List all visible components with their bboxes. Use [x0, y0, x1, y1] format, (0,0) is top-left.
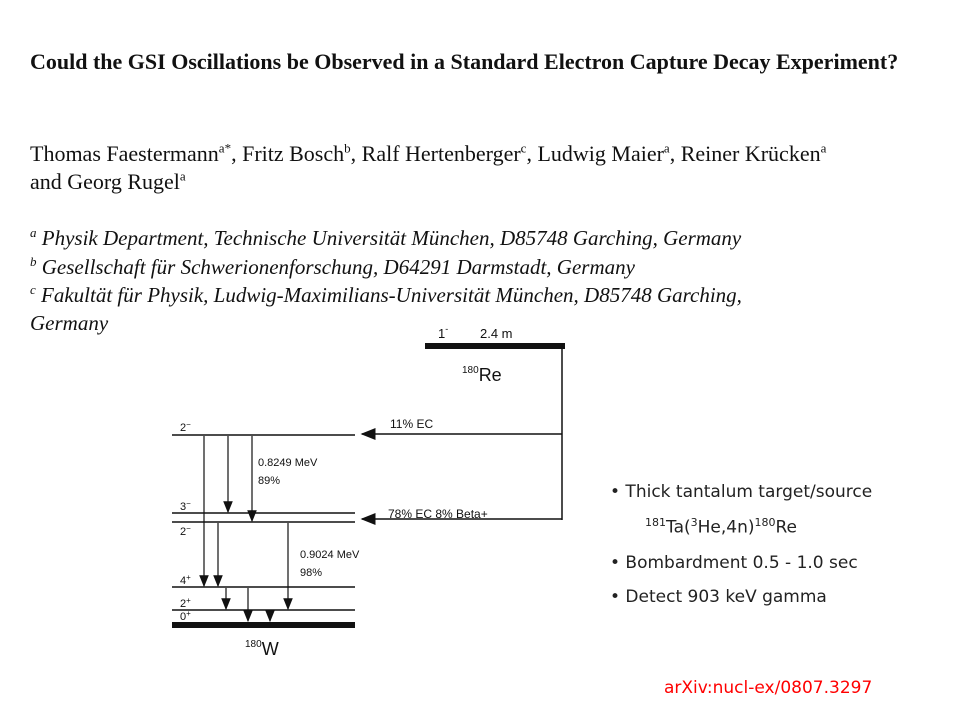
ec-branch-lower-label: 78% EC 8% Beta+	[388, 507, 488, 521]
author-affiliation-mark: c	[520, 140, 527, 156]
affiliation-c-continuation: Germany	[30, 311, 109, 335]
ground-state-bar	[172, 622, 355, 628]
paper-title: Could the GSI Oscillations be Observed in a Standard Electron Capture Decay Experiment?	[30, 49, 899, 74]
note-reaction	[645, 516, 797, 538]
reaction-text: Ta(	[666, 517, 691, 538]
reaction-mass: 3	[690, 516, 698, 529]
author-name: Ludwig Maier	[537, 141, 664, 166]
affiliation-text: Physik Department, Technische Universität München, D85748 Garching, Germany	[41, 226, 742, 250]
affiliation-mark: c	[30, 282, 36, 297]
ec-branch-upper-label: 11% EC	[390, 417, 434, 431]
level-spin-label: 2−	[180, 524, 191, 538]
parent-spin: 1-	[438, 324, 449, 341]
author-affiliation-mark: b	[344, 140, 351, 156]
arxiv-reference: arXiv:nucl-ex/0807.3297	[664, 678, 873, 698]
level-spin-label: 2+	[180, 596, 191, 610]
author-name: Thomas Faestermann	[30, 141, 219, 166]
parent-level-bar	[425, 343, 565, 349]
affiliation-mark: b	[30, 254, 37, 269]
author-name: Ralf Hertenberger	[361, 141, 521, 166]
level-spin-label: 4+	[180, 573, 191, 587]
parent-halflife: 2.4 m	[480, 326, 513, 341]
author-affiliation-mark: a*	[218, 140, 232, 156]
author-affiliation-mark: a	[820, 140, 827, 156]
author-name: Reiner Krücken	[680, 141, 821, 166]
gamma1-energy: 0.8249 MeV	[258, 457, 318, 469]
level-spin-label: 0+	[180, 609, 191, 623]
level-spin-label: 3−	[180, 499, 191, 513]
affiliation-mark: a	[30, 225, 37, 240]
daughter-nucleus: $^{180}$W	[245, 639, 279, 659]
reaction-text: Re	[775, 517, 798, 538]
affiliation-text: Fakultät für Physik, Ludwig-Maximilians-Universität München, D85748 Garching,	[41, 283, 742, 307]
author-name: Georg Rugel	[67, 169, 180, 194]
reaction-text: He,4n)	[697, 517, 755, 538]
level-spin-label: 2−	[180, 420, 191, 434]
author-name: Fritz Bosch	[242, 141, 345, 166]
note-target: • Thick tantalum target/source	[610, 482, 873, 502]
note-bombardment: • Bombardment 0.5 - 1.0 sec	[610, 553, 858, 573]
gamma2-intensity: 98%	[300, 567, 323, 579]
note-detect: • Detect 903 keV gamma	[610, 587, 827, 607]
author-affiliation-mark: a	[663, 140, 670, 156]
reaction-mass: 180	[754, 516, 776, 529]
gamma2-energy: 0.9024 MeV	[300, 549, 360, 561]
gamma1-intensity: 89%	[258, 475, 281, 487]
author-list: Thomas Faestermann$^{a*}$, Fritz Bosch$^b$, Ralf Hertenberger$^c$, Ludwig Maier$^a$, Reiner Krücken$^a$ and Georg Rugel$^a$	[30, 140, 827, 194]
affiliation-text: Gesellschaft für Schwerionenforschung, D64291 Darmstadt, Germany	[41, 255, 635, 279]
parent-nucleus: $^{180}$Re	[462, 365, 502, 385]
reaction-mass: 181	[645, 516, 666, 529]
author-affiliation-mark: a	[179, 168, 186, 184]
